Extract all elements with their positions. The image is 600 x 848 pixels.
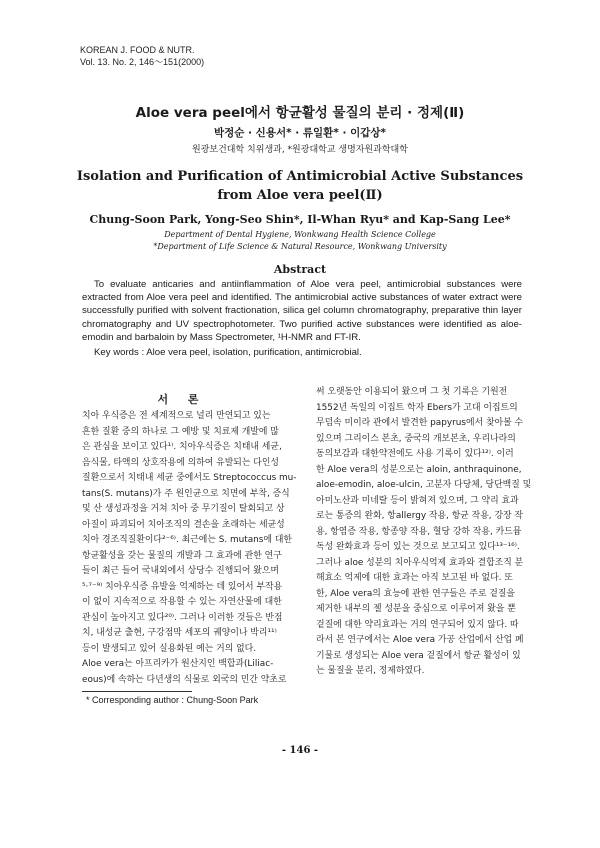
english-authors: Chung-Soon Park, Yong-Seo Shin*, Il-Whan Ryu* and Kap-Sang Lee* (89, 213, 511, 226)
english-title-line2: from Aloe vera peel(Ⅱ) (217, 188, 383, 203)
text-line: 치아 우식증은 전 세계적으로 널리 만연되고 있는 (82, 411, 271, 421)
text-line: 들이 최근 들어 국내외에서 상당수 진행되어 왔으며 (82, 566, 279, 576)
affiliation-line2: *Department of Life Science & Natural Resource, Wonkwang University (153, 242, 447, 251)
keywords-line (82, 347, 522, 358)
korean-title: Aloe vera peel에서 항균활성 물질의 분리 · 정제(Ⅱ) (135, 105, 465, 121)
text-line: ⁵·⁷⁻⁹⁾ 치아우식증 유발을 억제하는 데 있어서 부작용 (82, 581, 283, 592)
text-line: 독성 완화효과 등이 있는 것으로 보고되고 있다¹³⁻¹⁶⁾. (316, 542, 520, 552)
left-column (82, 409, 308, 688)
abstract-heading: Abstract (273, 263, 327, 276)
text-line: 로는 통증의 완화, 항allergy 작용, 항균 작용, 강장 작 (316, 511, 523, 521)
text-line: 은 관심을 보이고 있다¹⁾. 치아우식증은 치태내 세균, (82, 442, 282, 452)
section-heading-introduction: 서 론 (157, 393, 207, 406)
text-line: Aloe vera는 아프리카가 원산지인 백합과(Liliac- (82, 659, 274, 669)
affiliation-line1: Department of Dental Hygiene, Wonkwang Health Science College (164, 230, 436, 239)
text-line: 동의보감과 대한약전에도 사용 기록이 있다¹²⁾. 이러 (316, 449, 514, 459)
korean-affiliation: 원광보건대학 치위생과, *원광대학교 생명자원과학대학 (192, 145, 408, 155)
text-line: tans(S. mutans)가 주 원인균으로 치면에 부착, 증식 (82, 488, 290, 499)
text-line: 용, 항염증 작용, 항종양 작용, 혈당 강하 작용, 카드뮴 (316, 526, 522, 537)
keywords-text: Aloe vera peel, isolation, purification, antimicrobial. (146, 347, 362, 358)
text-line: 그러나 aloe 성분의 치아우식억제 효과와 결합조직 분 (316, 557, 524, 568)
text-line: 관심이 높아지고 있다²⁰⁾. 그러나 이러한 것들은 반점 (82, 612, 283, 623)
text-line: 있으며 그리이스 본초, 중국의 개보본초, 우리나라의 (316, 433, 516, 444)
text-line: 치아 경조직질환이다²⁻⁶⁾. 최근에는 S. mutans에 대한 (82, 535, 292, 545)
english-affiliation (0, 229, 600, 253)
keywords-label: Key words : (94, 347, 145, 358)
journal-name: KOREAN J. FOOD & NUTR. (80, 45, 195, 55)
text-line: 라서 본 연구에서는 Aloe vera 가공 산업에서 산업 폐 (316, 635, 524, 645)
text-line: 항균활성을 갖는 물질의 개발과 그 효과에 관한 연구 (82, 550, 282, 561)
text-line: 흔한 질환 중의 하나로 그 예방 및 치료제 개발에 많 (82, 426, 279, 437)
text-line: 한 Aloe vera의 성분으로는 aloin, anthraquinone, (316, 464, 522, 475)
english-title-line1: Isolation and Purification of Antimicrobial Active Substances (76, 169, 524, 184)
text-line: 질환으로서 치태내 세균 중에서도 Streptococcus mu- (82, 473, 297, 483)
page-number: - 146 - (281, 745, 319, 756)
abstract-body: To evaluate anticaries and antiinflammation of Aloe vera peel, antimicrobial substances were extracted from Aloe vera peel and identified. The antimicrobial active substances of water extract were successfully purified with solvent fractionation, silica gel column chromatography, preparative thin layer chromatography and UV spectrophotometer. Two purified active substances were identified as aloe-emodin and barbaloin by Mass Spectrometer, ¹H-NMR and FT-IR. (82, 279, 522, 343)
text-line: 음식물, 타액의 상호작용에 의하여 유발되는 다인성 (82, 457, 279, 468)
text-line: 1552년 독일의 이집트 학자 Ebers가 고대 이집트의 (316, 402, 518, 413)
text-line: 써 오랫동안 이용되어 왔으며 그 첫 기록은 기원전 (316, 387, 508, 397)
text-line: 는 물질을 분리, 정제하였다. (316, 666, 425, 676)
footnote-divider (82, 691, 192, 692)
text-line: 겉질에 대한 약리효과는 거의 연구되어 있지 않다. 따 (316, 619, 519, 630)
footnote: * Corresponding author : Chung-Soon Park (86, 695, 259, 705)
text-line: 치, 내성균 출현, 구강점막 세포의 궤양이나 박리¹¹⁾ (82, 628, 277, 638)
journal-header (80, 44, 380, 68)
text-line: 한, Aloe vera의 효능에 관한 연구들은 주로 겉질을 (316, 588, 515, 599)
text-line: 아미노산과 미네랄 등이 밝혀져 있으며, 그 약리 효과 (316, 495, 519, 506)
text-line: 해효소 억제에 대한 효과는 아직 보고된 바 없다. 또 (316, 573, 513, 583)
text-line: 아질이 파괴되어 치아조직의 결손을 초래하는 세균성 (82, 519, 285, 530)
text-line: 무덤속 미이라 관에서 발견한 papyrus에서 찾아볼 수 (316, 418, 524, 428)
text-line: 이 없이 지속적으로 작용할 수 있는 자연산물에 대한 (82, 597, 282, 607)
english-title (0, 167, 600, 205)
journal-volume: Vol. 13. No. 2, 146～151(2000) (80, 57, 205, 67)
text-line: 및 산 생성과정을 거쳐 치아 중 무기질이 탈회되고 상 (82, 504, 285, 514)
text-line: 등이 발생되고 있어 실용화된 예는 거의 없다. (82, 643, 257, 654)
right-column (316, 385, 542, 680)
text-line: aloe-emodin, aloe-ulcin, 고분자 다당체, 당단백질 및 (316, 480, 532, 490)
text-line: eous)에 속하는 다년생의 식물로 외국의 민간 약초로 (82, 674, 287, 685)
text-line: 기물로 생성되는 Aloe vera 겉질에서 항균 활성이 있 (316, 650, 521, 661)
text-line: 제거한 내부의 젤 성분을 중심으로 이루어져 왔을 뿐 (316, 604, 516, 614)
korean-authors: 박정순 · 신용서* · 류일환* · 이갑상* (213, 127, 387, 139)
